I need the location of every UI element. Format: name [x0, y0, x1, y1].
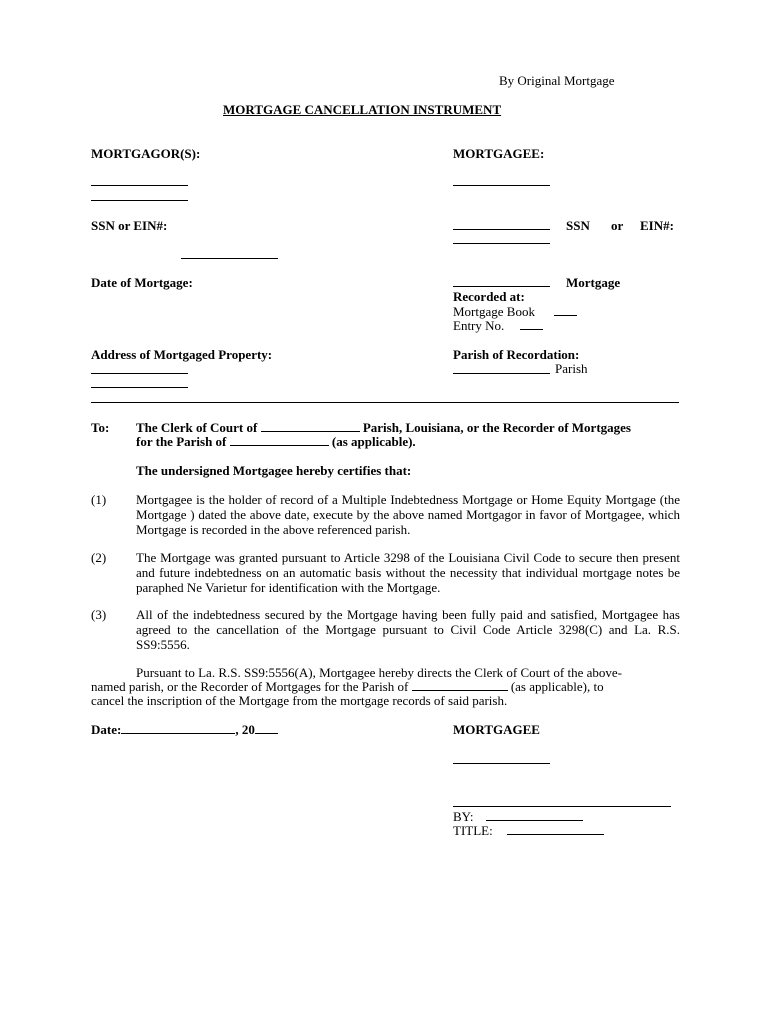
mortgage-date-blank[interactable]	[453, 286, 550, 287]
item-text: Mortgagee is the holder of record of a Multiple Indebtedness Mortgage or Home Equity Mortgage (the Mortgage ) dated the above date, execute by the above named Mortgagor in favor of Mortgagee, which Mortgage is recorded in the above referenced parish.	[136, 492, 680, 537]
clerk-of-court-text: The Clerk of Court of	[136, 420, 258, 435]
by-blank[interactable]	[486, 820, 583, 821]
mortgagor-ssn-blank[interactable]	[181, 258, 278, 259]
year-prefix: , 20	[235, 722, 255, 737]
mortgagor-name-blank-2[interactable]	[91, 200, 188, 201]
closing-parish-text: named parish, or the Recorder of Mortgages for the Parish of	[91, 679, 409, 694]
clerk-parish-blank[interactable]	[261, 420, 360, 432]
closing-line-1: Pursuant to La. R.S. SS9:5556(A), Mortgagee hereby directs the Clerk of Court of the above-	[136, 665, 622, 680]
clerk-of-court-line	[136, 420, 631, 435]
mortgagee-name-signature-blank[interactable]	[453, 763, 550, 764]
ssn-ein-label-left: SSN or EIN#:	[91, 218, 168, 233]
closing-parish-blank[interactable]	[412, 679, 508, 691]
section-divider	[91, 402, 679, 403]
date-label: Date:	[91, 722, 122, 737]
entry-no-label: Entry No.	[453, 318, 505, 333]
mortgage-book-label: Mortgage Book	[453, 304, 535, 319]
origin-note: By Original Mortgage	[499, 73, 615, 88]
date-of-mortgage-label: Date of Mortgage:	[91, 275, 193, 290]
certifies-heading: The undersigned Mortgagee hereby certifies that:	[136, 463, 412, 478]
mortgage-book-blank[interactable]	[554, 315, 577, 316]
mortgage-word: Mortgage	[566, 275, 621, 290]
ssn-label-right: SSN	[566, 218, 590, 233]
mortgagee-ssn-blank[interactable]	[453, 229, 550, 230]
item-text: All of the indebtedness secured by the Mortgage having been fully paid and satisfied, Mortgagee has agreed to the cancellation of the Mortgage pursuant to Civil Code Article 3298(C) and La. R.S. SS9:5556.	[136, 607, 680, 652]
entry-no-blank[interactable]	[520, 329, 543, 330]
date-line	[91, 722, 278, 737]
document-title: MORTGAGE CANCELLATION INSTRUMENT	[223, 102, 502, 117]
address-blank-2[interactable]	[91, 387, 188, 388]
address-label: Address of Mortgaged Property:	[91, 347, 273, 362]
parish-of-recordation-label: Parish of Recordation:	[453, 347, 580, 362]
for-parish-blank[interactable]	[230, 434, 329, 446]
parish-blank[interactable]	[453, 373, 550, 374]
parish-word: Parish	[555, 361, 588, 376]
title-label: TITLE:	[453, 823, 493, 838]
item-number: (1)	[91, 492, 107, 507]
or-label-right: or	[611, 218, 624, 233]
mortgagors-label: MORTGAGOR(S):	[91, 146, 201, 161]
mortgagee-name-blank[interactable]	[453, 185, 550, 186]
mortgagor-name-blank-1[interactable]	[91, 185, 188, 186]
item-text: The Mortgage was granted pursuant to Article 3298 of the Louisiana Civil Code to secure then present and future indebtedness on an automatic basis without the necessity that individual mortgage notes be paraphed Ne Varietur for identification with the Mortgage.	[136, 550, 680, 595]
date-blank[interactable]	[121, 722, 235, 734]
address-blank-1[interactable]	[91, 373, 188, 374]
by-label: BY:	[453, 809, 474, 824]
closing-line-2	[91, 679, 604, 694]
recorder-text: Parish, Louisiana, or the Recorder of Mortgages	[362, 420, 631, 435]
recorded-at-label: Recorded at:	[453, 289, 525, 304]
for-parish-line	[136, 434, 416, 449]
to-label: To:	[91, 420, 110, 435]
closing-as-applicable: (as applicable), to	[510, 679, 604, 694]
signature-blank[interactable]	[453, 806, 671, 807]
closing-line-3: cancel the inscription of the Mortgage from the mortgage records of said parish.	[91, 693, 508, 708]
mortgagee-label: MORTGAGEE:	[453, 146, 545, 161]
mortgagee-signature-label: MORTGAGEE	[453, 722, 540, 737]
year-blank[interactable]	[255, 722, 278, 734]
as-applicable-text: (as applicable).	[331, 434, 416, 449]
for-parish-text: for the Parish of	[136, 434, 227, 449]
mortgagee-ein-blank[interactable]	[453, 243, 550, 244]
title-blank[interactable]	[507, 834, 604, 835]
item-number: (3)	[91, 607, 107, 622]
ein-label-right: EIN#:	[640, 218, 674, 233]
item-number: (2)	[91, 550, 107, 565]
